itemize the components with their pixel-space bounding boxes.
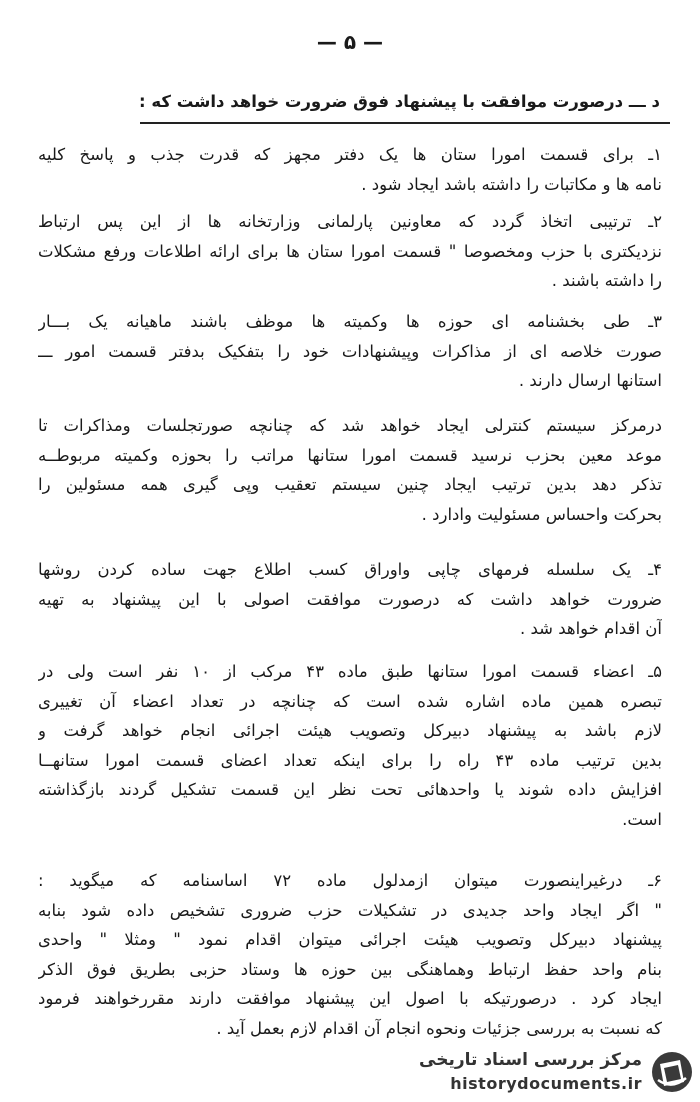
paragraph-5 [38,657,662,835]
text-line: تذکر دهد بدین ترتیب ایجاد چنین سیستم تعقیب وپی گیری همه مسئولین را [38,475,662,495]
text-line: آن اقدام خواهد شد . [519,619,662,639]
page-number: — ۵ — [316,30,384,54]
text-line: که نسبت به بررسی جزئیات ونحوه انجام آن اقدام لازم بعمل آید . [216,1018,662,1038]
section-heading: د ـــ درصورت موافقت با پیشنهاد فوق ضرورت خواهد داشت که : [139,92,660,111]
paragraph-1 [38,140,662,199]
archive-logo-icon [650,1050,694,1094]
text-line: صورت خلاصه ای از مذاکرات وپیشنهادات خود را بتفکیک بدفتر قسمت امور ـــ [38,341,662,361]
text-line: تبصره همین ماده اشاره شده است که چنانچه در تعداد اعضاء آن تغییری [38,691,662,711]
paragraph-3 [38,307,662,396]
paragraph-6 [38,866,662,1044]
text-line: پیشنهاد دبیرکل وتصویب هیئت اجرائی میتوان اقدام نمود " ومثلا " واحدی [38,930,662,950]
paragraph-4 [38,555,662,644]
text-line: نامه ها و مکاتبات را داشته باشد ایجاد شود . [361,174,662,194]
text-line: بدین ترتیب ماده ۴۳ راه را برای اینکه تعداد اعضای قسمت امورا ستانهــا [38,750,662,770]
paragraph-2 [38,207,662,296]
text-line: ۴ـ یک سلسله فرمهای چاپی واوراق کسب اطلاع جهت ساده کردن روشها [38,560,662,579]
watermark-name: مرکز بررسی اسناد تاریخی [419,1050,642,1070]
text-line: ضرورت خواهد داشت که درصورت موافقت اصولی با این پیشنهاد به تهیه [38,589,662,609]
text-line: ۳ـ طی بخشنامه ای حوزه ها وکمیته ها موظف باشند ماهیانه یک بـــار [38,312,662,331]
paragraph-3-continued [38,411,662,529]
watermark-url: historydocuments.ir [450,1074,642,1093]
text-line: را داشته باشند . [551,271,662,291]
text-line: درمرکز سیستم کنترلی ایجاد خواهد شد که چنانچه صورتجلسات ومذاکرات تا [38,416,662,435]
watermark-logo [398,1048,694,1098]
text-line: ۱ـ برای قسمت امورا ستان ها یک دفتر مجهز که قدرت جذب و پاسخ کلیه [38,145,662,164]
text-line: افزایش داده شوند یا واحدهائی تحت نظر این قسمت تشکیل گردند بازگذاشته [38,780,662,800]
heading-underline [140,122,670,124]
text-line: استانها ارسال دارند . [518,371,662,391]
text-line: " اگر ایجاد واحد جدیدی در تشکیلات حزب ضروری تشخیص داده شود بنابه [38,900,662,920]
text-line: ۵ـ اعضاء قسمت امورا ستانها طبق ماده ۴۳ مرکب از ۱۰ نفر است ولی در [38,662,662,681]
text-line: بنام واحد حفظ ارتباط وهماهنگی بین حوزه ها وستاد حزبی بطریق فوق الذکر [38,959,662,979]
text-line: بحرکت واحساس مسئولیت وادارد . [421,504,662,524]
text-line: است. [622,809,662,829]
text-line: ۲ـ ترتیبی اتخاذ گردد که معاونین پارلمانی وزارتخانه ها از این پس ارتباط [38,212,662,231]
text-line: لازم باشد به پیشنهاد دبیرکل وتصویب هیئت اجرائی انجام خواهد گرفت و [38,721,662,741]
text-line: موعد معین بحزب نرسید قسمت امورا ستانها مراتب را بحوزه وکمیته مربوطــه [38,445,662,465]
text-line: ایجاد کرد . درصورتیکه با اصول این پیشنهاد موافقت دارند مقررخواهند فرمود [38,989,662,1009]
text-line: ۶ـ درغیراینصورت میتوان ازمدلول ماده ۷۲ اساسنامه که میگوید : [38,871,662,890]
text-line: نزدیکتری با حزب ومخصوصا " قسمت امورا ستان ها برای ارائه اطلاعات ورفع مشکلات [38,241,662,261]
